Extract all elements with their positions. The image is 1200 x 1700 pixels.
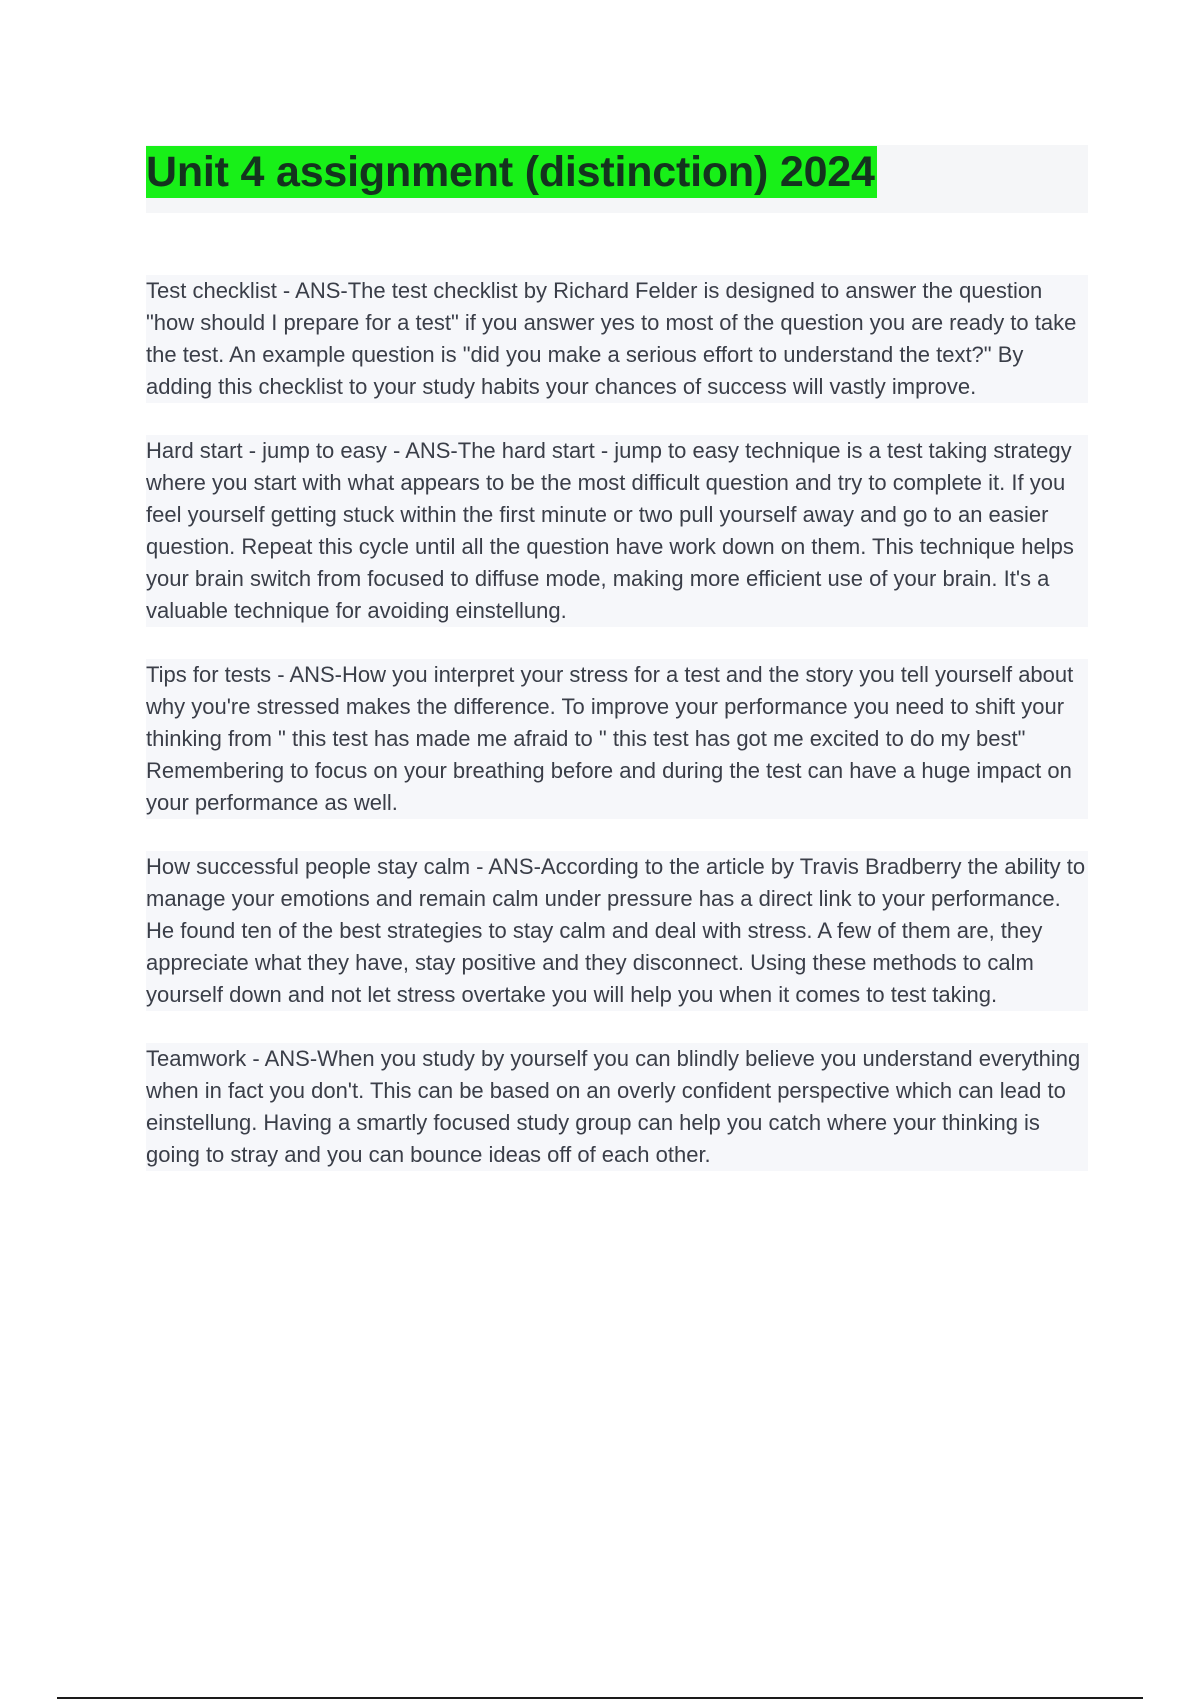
paragraph-test-checklist: Test checklist - ANS-The test checklist by Richard Felder is designed to answer the question "how should I prepare for a test" if you answer yes to most of the question you are ready to take the test. An example question is "did you make a serious effort to understand the text?" By adding this checklist to your study habits your chances of success will vastly improve. [146,275,1088,403]
paragraph-teamwork: Teamwork - ANS-When you study by yourself you can blindly believe you understand everything when in fact you don't. This can be based on an overly confident perspective which can lead to einstellung. Having a smartly focused study group can help you catch where your thinking is going to stray and you can bounce ideas off of each other. [146,1043,1088,1171]
paragraph-hard-start-jump-to-easy: Hard start - jump to easy - ANS-The hard start - jump to easy technique is a test taking strategy where you start with what appears to be the most difficult question and try to complete it. If you feel yourself getting stuck within the first minute or two pull yourself away and go to an easier question. Repeat this cycle until all the question have work down on them. This technique helps your brain switch from focused to diffuse mode, making more efficient use of your brain. It's a valuable technique for avoiding einstellung. [146,435,1088,627]
document-body [146,275,1088,1203]
document-title: Unit 4 assignment (distinction) 2024 [146,148,875,196]
paragraph-stay-calm: How successful people stay calm - ANS-According to the article by Travis Bradberry the ability to manage your emotions and remain calm under pressure has a direct link to your performance. He found ten of the best strategies to stay calm and deal with stress. A few of them are, they appreciate what they have, stay positive and they disconnect. Using these methods to calm yourself down and not let stress overtake you will help you when it comes to test taking. [146,851,1088,1011]
page-bottom-divider [57,1697,1143,1699]
paragraph-tips-for-tests: Tips for tests - ANS-How you interpret your stress for a test and the story you tell yourself about why you're stressed makes the difference. To improve your performance you need to shift your thinking from " this test has made me afraid to " this test has got me excited to do my best" Remembering to focus on your breathing before and during the test can have a huge impact on your performance as well. [146,659,1088,819]
